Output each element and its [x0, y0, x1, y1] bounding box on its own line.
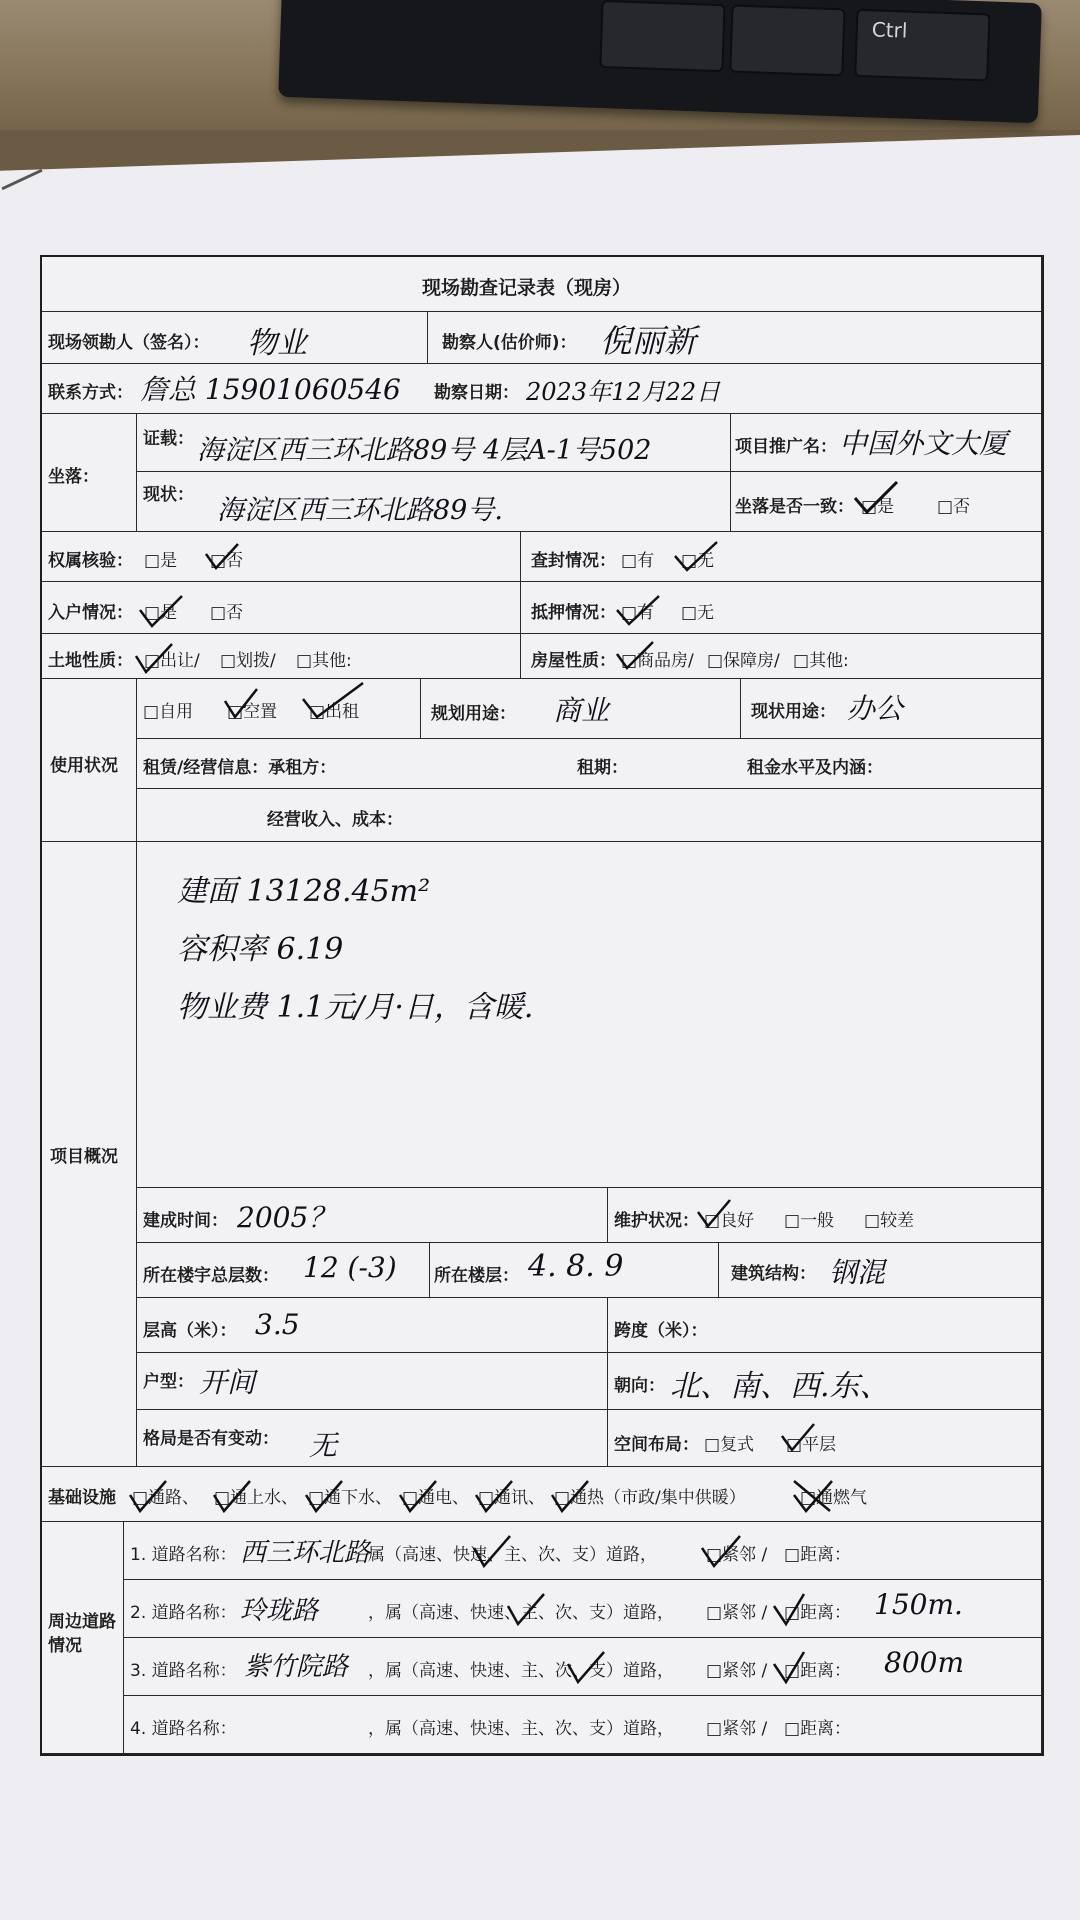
floors-value[interactable]: 12 (-3): [303, 1251, 397, 1284]
surveyor-label: 勘察人(估价师)：: [442, 333, 577, 353]
promo-cell: [731, 414, 1042, 472]
entry-no[interactable]: □否: [210, 603, 244, 623]
overview-line[interactable]: 建面 13128.45m²: [177, 874, 431, 909]
struct-label: 建筑结构：: [731, 1264, 816, 1284]
term-label: 租期：: [577, 758, 628, 778]
check-mark: [851, 478, 901, 518]
type-cell: [137, 1353, 608, 1410]
road-adjacent[interactable]: □紧邻 /: [706, 1661, 768, 1681]
road-check-marks: [564, 1644, 814, 1690]
leader-value[interactable]: 物业: [247, 326, 307, 361]
road-name[interactable]: 西三环北路: [240, 1538, 371, 1568]
floor-label: 所在楼层：: [434, 1266, 519, 1286]
usage-opts-cell: [137, 679, 421, 739]
check-mark: [613, 590, 663, 630]
keyboard-key: [599, 0, 725, 72]
change-label: 格局是否有变动：: [143, 1429, 279, 1449]
plan-use-cell: [421, 679, 741, 739]
road-row: [124, 1580, 1042, 1638]
road-num: 3. 道路名称：: [130, 1661, 237, 1681]
change-value[interactable]: 无: [309, 1429, 338, 1462]
infra-gas[interactable]: □通燃气: [800, 1488, 868, 1508]
road-num: 1. 道路名称：: [130, 1545, 237, 1565]
actual-label: 现状：: [143, 485, 194, 505]
floors-label: 所在楼宇总层数：: [143, 1266, 279, 1286]
overview-line[interactable]: 物业费 1.1元/月·日，含暖.: [177, 990, 534, 1025]
usage-vacant[interactable]: □空置: [227, 702, 278, 722]
type-value[interactable]: 开间: [199, 1366, 256, 1399]
change-cell: [137, 1410, 608, 1467]
leader-cell: [42, 312, 428, 364]
space-cell: [608, 1410, 1042, 1467]
location-label-cell: [42, 414, 137, 532]
seal-yes[interactable]: □有: [621, 551, 655, 571]
orient-cell: [608, 1353, 1042, 1410]
income-label: 经营收入、成本：: [267, 810, 403, 830]
overview-label-cell: [42, 842, 137, 1467]
space-label: 空间布局：: [614, 1435, 699, 1455]
road-name[interactable]: 玲珑路: [240, 1596, 319, 1626]
height-cell: [137, 1298, 608, 1353]
span-label: 跨度（米）：: [614, 1321, 708, 1341]
road-dist-label[interactable]: □距离：: [784, 1661, 852, 1681]
date-value[interactable]: 2023年12月22日: [526, 378, 721, 406]
seal-cell: [521, 532, 1042, 582]
mortgage-yes[interactable]: □有: [621, 603, 655, 623]
promo-label: 项目推广名：: [735, 437, 837, 457]
road-check-marks: [504, 1586, 814, 1632]
entry-cell: [42, 582, 521, 634]
contact-value[interactable]: 詹总 15901060546: [140, 373, 401, 406]
usage-label-cell: [42, 679, 137, 842]
road-type: ，属（高速、快速、主、次、支）道路，: [368, 1719, 674, 1739]
height-label: 层高（米）：: [143, 1321, 237, 1341]
house-affordable[interactable]: □保障房/: [707, 651, 780, 671]
road-name[interactable]: 紫竹院路: [244, 1652, 349, 1682]
road-type: ，属（高速、快速、主、次、支）道路，: [368, 1603, 674, 1623]
land-cell: [42, 634, 521, 679]
current-use-cell: [741, 679, 1042, 739]
survey-form: [40, 255, 1044, 1756]
ownership-label: 权属核验：: [48, 551, 133, 571]
road-dist-label[interactable]: □距离：: [784, 1719, 852, 1739]
struct-value[interactable]: 钢混: [829, 1256, 886, 1289]
infra-power[interactable]: □通电、: [402, 1488, 470, 1508]
roads-label-cell: [42, 1522, 124, 1754]
usage-label: 使用状况: [50, 756, 118, 776]
cert-cell: [137, 414, 731, 472]
road-num: 4. 道路名称：: [130, 1719, 237, 1739]
check-mark: [613, 638, 657, 674]
road-row: [124, 1696, 1042, 1754]
check-mark: [671, 536, 721, 576]
maint-label: 维护状况：: [614, 1211, 699, 1231]
entry-yes[interactable]: □是: [144, 603, 178, 623]
land-other[interactable]: □其他:: [296, 651, 352, 671]
road-adjacent[interactable]: □紧邻 /: [706, 1545, 768, 1565]
infra-row: [42, 1467, 1042, 1522]
seal-no[interactable]: □无: [681, 551, 715, 571]
income-cell: [137, 789, 1042, 842]
road-dist[interactable]: 150m.: [874, 1588, 963, 1621]
road-num: 2. 道路名称：: [130, 1603, 237, 1623]
check-mark: [694, 1196, 734, 1232]
current-use-label: 现状用途：: [751, 702, 836, 722]
roads-label: 周边道路情况: [48, 1612, 116, 1656]
usage-rent[interactable]: □出租: [309, 702, 360, 722]
ownership-yes[interactable]: □是: [144, 551, 178, 571]
check-mark: [136, 588, 186, 632]
actual-cell: [137, 472, 731, 532]
ctrl-key: [854, 9, 990, 82]
cert-value[interactable]: 海淀区西三环北路89号 4层A-1号502: [197, 435, 652, 466]
road-dist-label[interactable]: □距离：: [784, 1603, 852, 1623]
land-sale[interactable]: □出让/: [144, 651, 200, 671]
span-cell: [608, 1298, 1042, 1353]
mortgage-cell: [521, 582, 1042, 634]
house-commercial[interactable]: □商品房/: [621, 651, 694, 671]
struct-cell: [719, 1243, 1042, 1298]
date-label: 勘察日期：: [434, 383, 519, 403]
built-value[interactable]: 2005？: [237, 1201, 337, 1234]
orient-label: 朝向：: [614, 1376, 665, 1396]
type-label: 户型：: [143, 1372, 194, 1392]
check-mark: [132, 638, 176, 678]
road-check-marks: [470, 1528, 780, 1574]
mortgage-no[interactable]: □无: [681, 603, 715, 623]
promo-value[interactable]: 中国外文大厦: [839, 427, 1008, 460]
check-mark: [202, 538, 242, 574]
consistent-label: 坐落是否一致：: [735, 497, 854, 517]
orient-value[interactable]: 北、南、西.东、: [670, 1369, 890, 1404]
entry-label: 入户情况：: [48, 603, 133, 623]
title-row: [42, 257, 1042, 312]
road-dist[interactable]: 800m: [884, 1646, 964, 1679]
contact-row: [42, 364, 1042, 414]
lease-cell: [137, 739, 1042, 789]
infra-heat[interactable]: □通热（市政/集中供暖）: [554, 1488, 746, 1508]
ownership-no[interactable]: □否: [210, 551, 244, 571]
overview-line[interactable]: 容积率 6.19: [177, 932, 344, 967]
infra-telecom[interactable]: □通讯、: [478, 1488, 546, 1508]
maint-cell: [608, 1188, 1042, 1243]
surveyor-value[interactable]: 倪丽新: [600, 322, 697, 360]
actual-value[interactable]: 海淀区西三环北路89号.: [217, 495, 503, 526]
built-label: 建成时间：: [143, 1211, 228, 1231]
consistent-cell: [731, 472, 1042, 532]
seal-label: 查封情况：: [531, 551, 616, 571]
house-cell: [521, 634, 1042, 679]
mortgage-label: 抵押情况：: [531, 603, 616, 623]
infra-water-out[interactable]: □通下水、: [308, 1488, 393, 1508]
location-label: 坐落：: [48, 467, 99, 487]
floors-cell: [137, 1243, 430, 1298]
road-row: [124, 1522, 1042, 1580]
ownership-cell: [42, 532, 521, 582]
road-row: [124, 1638, 1042, 1696]
lease-label: 租赁/经营信息：承租方：: [143, 758, 337, 778]
contact-label: 联系方式：: [48, 383, 133, 403]
maint-poor[interactable]: □较差: [864, 1211, 915, 1231]
road-type: ，属（高速、快速、主、次、支）道路，: [368, 1661, 674, 1681]
built-cell: [137, 1188, 608, 1243]
floor-value[interactable]: 4. 8. 9: [528, 1249, 624, 1284]
space-flat[interactable]: □平层: [786, 1435, 837, 1455]
house-label: 房屋性质：: [531, 651, 616, 671]
maint-good[interactable]: □良好: [704, 1211, 755, 1231]
keyboard: [278, 0, 1042, 123]
infra-check-marks: [126, 1473, 1026, 1519]
road-adjacent[interactable]: □紧邻 /: [706, 1719, 768, 1739]
check-mark: [778, 1420, 818, 1456]
plan-use-value[interactable]: 商业: [553, 694, 610, 727]
consistent-no[interactable]: □否: [937, 497, 971, 517]
background-desk: [0, 0, 1080, 130]
floor-cell: [430, 1243, 719, 1298]
road-adjacent[interactable]: □紧邻 /: [706, 1603, 768, 1623]
infra-water-in[interactable]: □通上水、: [214, 1488, 299, 1508]
infra-road[interactable]: □通路、: [132, 1488, 200, 1508]
current-use-value[interactable]: 办公: [847, 692, 904, 725]
road-type: 属（高速、快速、主、次、支）道路，: [368, 1545, 657, 1565]
surveyor-cell: [428, 312, 1042, 364]
leader-label: 现场领勘人（签名）：: [48, 333, 210, 353]
infra-label: 基础设施: [48, 1488, 116, 1508]
road-dist-label[interactable]: □距离：: [784, 1545, 852, 1565]
check-mark: [221, 683, 261, 723]
check-mark: [297, 679, 367, 723]
form-title: 现场勘查记录表（现房）: [422, 277, 632, 299]
height-value[interactable]: 3.5: [255, 1308, 300, 1341]
space-duplex[interactable]: □复式: [704, 1435, 755, 1455]
consistent-yes[interactable]: □是: [861, 497, 895, 517]
overview-notes: [137, 842, 1042, 1188]
maint-ok[interactable]: □一般: [784, 1211, 835, 1231]
cert-label: 证载：: [143, 429, 194, 449]
land-label: 土地性质：: [48, 651, 133, 671]
ctrl-key-label: Ctrl: [871, 17, 908, 43]
usage-self[interactable]: □自用: [143, 702, 194, 722]
keyboard-key: [729, 4, 845, 76]
land-allot[interactable]: □划拨/: [220, 651, 276, 671]
plan-use-label: 规划用途：: [431, 704, 516, 724]
overview-label: 项目概况: [50, 1147, 118, 1167]
house-other[interactable]: □其他:: [793, 651, 849, 671]
rent-label: 租金水平及内涵：: [747, 758, 883, 778]
